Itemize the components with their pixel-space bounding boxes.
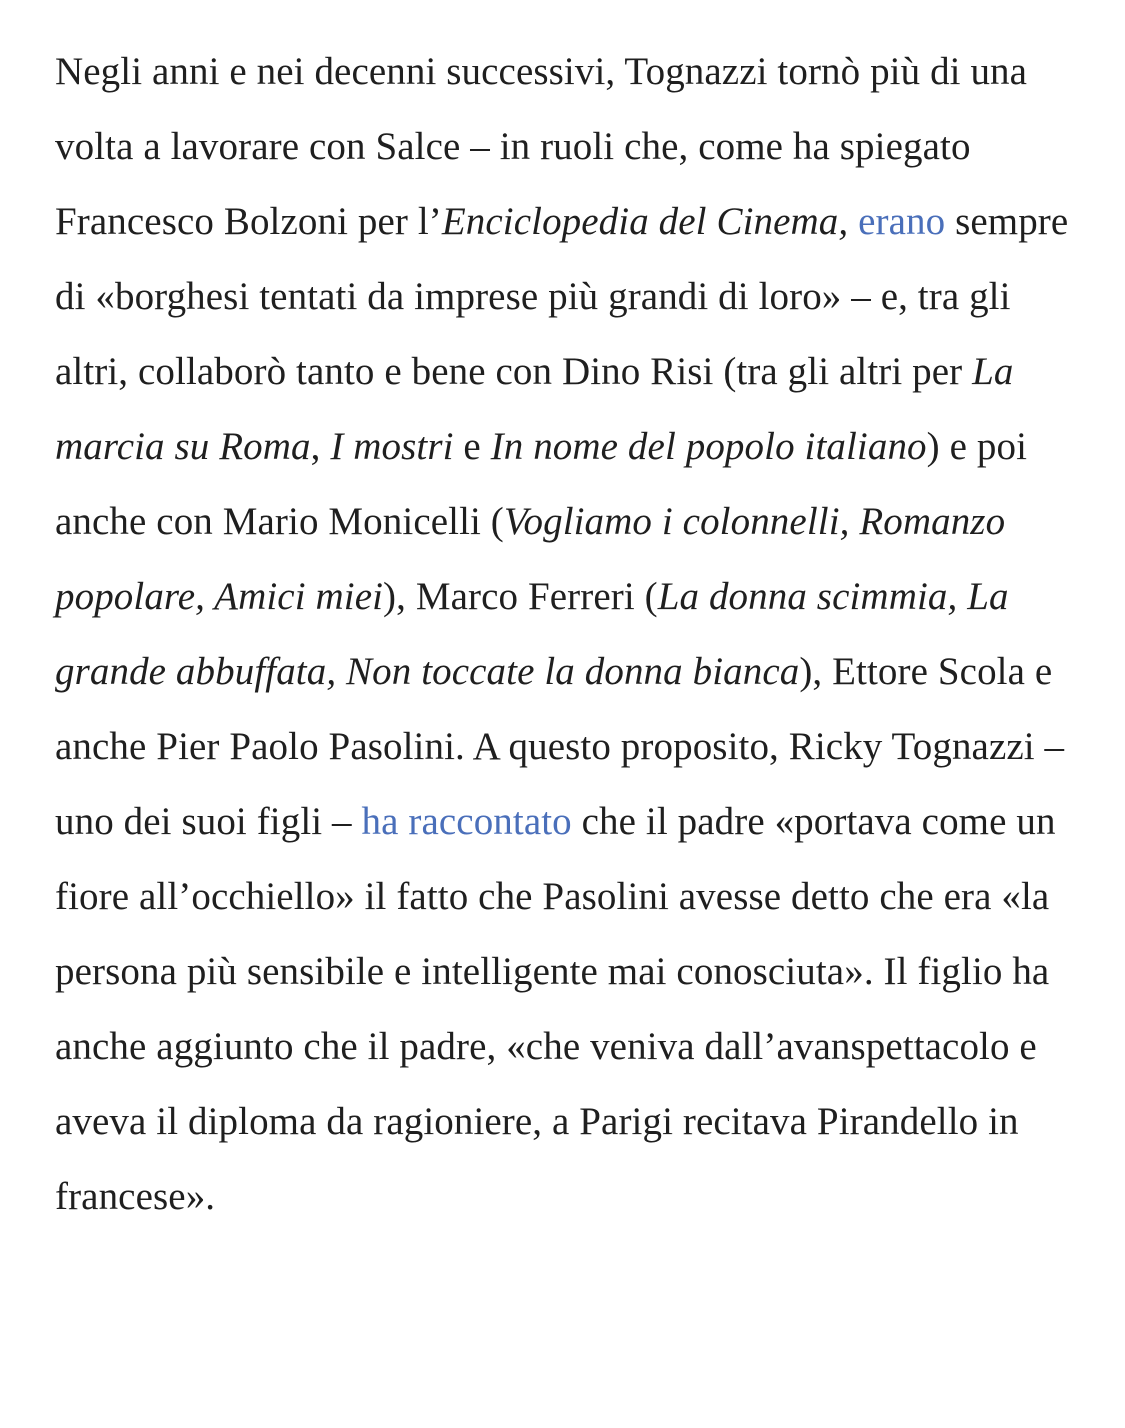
paragraph-text: ) e poi anche con Mario Monicelli ( [55, 425, 1028, 543]
italic-title-la-marcia-su-roma: La marcia su Roma [55, 350, 1014, 468]
italic-title-in-nome-del-popolo: In nome del popolo italiano [490, 425, 927, 468]
paragraph-text: sempre di «borghesi tentati da imprese più grandi di loro» – e, tra gli altri, collaborò tanto e bene con Dino Risi (tra gli altri per [55, 200, 1069, 393]
article-paragraph [55, 34, 1085, 1234]
link-ha-raccontato[interactable]: ha raccontato [361, 800, 572, 843]
italic-title-enciclopedia: Enciclopedia del Cinema, [441, 200, 849, 243]
paragraph-text: Negli anni e nei decenni successivi, Tognazzi tornò più di una volta a lavorare con Salce – in ruoli che, come ha spiegato Francesco Bolzoni per l’ [55, 50, 1028, 243]
article-body [55, 34, 1085, 1234]
paragraph-text: , [310, 425, 331, 468]
paragraph-text [848, 200, 858, 243]
paragraph-text: ), Marco Ferreri ( [383, 575, 658, 618]
paragraph-text: ), Ettore Scola e anche Pier Paolo Pasolini. A questo proposito, Ricky Tognazzi – uno dei suoi figli – [55, 650, 1065, 843]
italic-titles-ferreri: La donna scimmia, La grande abbuffata, Non toccate la donna bianca [55, 575, 1009, 693]
italic-titles-monicelli: Vogliamo i colonnelli, Romanzo popolare, Amici miei [55, 500, 1006, 618]
paragraph-text: che il padre «portava come un fiore all’occhiello» il fatto che Pasolini avesse detto che era «la persona più sensibile e intelligente mai conosciuta». Il figlio ha anche aggiunto che il padre, «che veniva dall’avanspettacolo e aveva il diploma da ragioniere, a Parigi recitava Pirandello in francese». [55, 800, 1056, 1218]
paragraph-text: e [453, 425, 491, 468]
link-erano[interactable]: erano [858, 200, 946, 243]
italic-title-i-mostri: I mostri [330, 425, 454, 468]
